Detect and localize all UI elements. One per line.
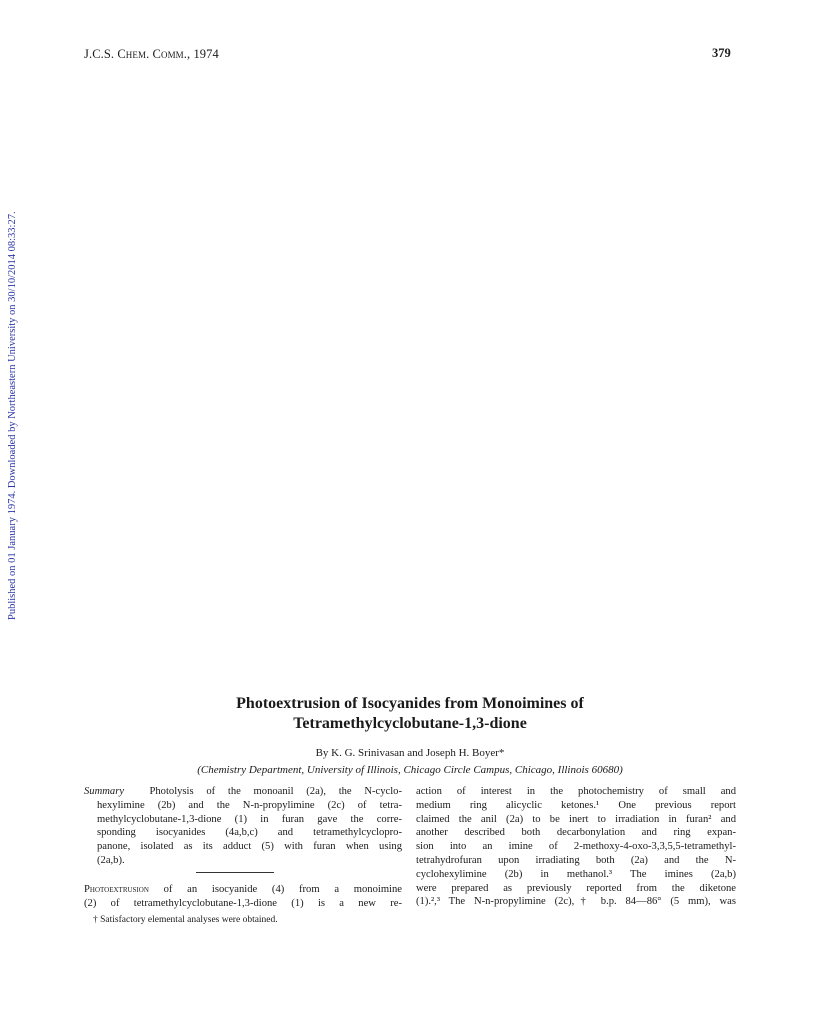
intro-line: (2) of tetramethylcyclobutane-1,3-dione (1) is a new re- [84,897,402,909]
summary-line: Summary Photolysis of the monoanil (2a), the N-cyclo- [84,786,402,797]
author-affiliation: (Chemistry Department, University of Illinois, Chicago Circle Campus, Chicago, Illinois 60680) [197,764,623,776]
body-line: medium ring alicyclic ketones.¹ One previous report [416,799,736,811]
summary-line: (2a,b). [97,854,125,866]
page-number: 379 [712,46,731,60]
body-line: another described both decarbonylation and ring expan- [416,827,736,839]
footnote: † Satisfactory elemental analyses were obtained. [93,915,278,925]
body-line: tetrahydrofuran upon irradiating both (2a) and the N- [416,854,736,866]
intro-line: Photoextrusion of an isocyanide (4) from a monoimine [84,884,402,895]
intro-lead: Photoextrusion [84,884,149,895]
summary-line: panone, isolated as its adduct (5) with furan when using [97,841,402,853]
right-column-text [416,785,736,909]
journal-header: J.C.S. Chem. Comm., 1974 [84,47,219,61]
body-line: claimed the anil (2a) to be inert to irradiation in furan² and [416,813,736,825]
summary-block [84,785,402,868]
intro-paragraph [84,883,402,911]
summary-label: Summary [84,786,125,797]
body-line: (1).²,³ The N-n-propylimine (2c),† b.p. 84—86° (5 mm), was [416,896,736,908]
summary-line: sponding isocyanides (4a,b,c) and tetramethylcyclopro- [97,827,402,839]
title-line-2: Tetramethylcyclobutane-1,3-dione [293,715,527,732]
section-divider [196,872,274,873]
summary-line: methylcyclobutane-1,3-dione (1) in furan gave the corre- [97,813,402,825]
body-line: action of interest in the photochemistry of small and [416,786,736,797]
body-line: were prepared as previously reported from the diketone [416,882,736,894]
article-title [84,694,736,734]
author-byline: By K. G. Srinivasan and Joseph H. Boyer* [315,747,505,759]
body-line: cyclohexylimine (2b) in methanol.³ The imines (2a,b) [416,868,736,880]
title-line-1: Photoextrusion of Isocyanides from Monoimines of [236,695,584,712]
body-line: sion into an imine of 2-methoxy-4-oxo-3,3,5,5-tetramethyl- [416,841,736,853]
summary-line: hexylimine (2b) and the N-n-propylimine (2c) of tetra- [97,799,402,811]
download-notice[interactable]: Published on 01 January 1974. Downloaded by Northeastern University on 30/10/2014 08:33:27. [7,211,18,620]
